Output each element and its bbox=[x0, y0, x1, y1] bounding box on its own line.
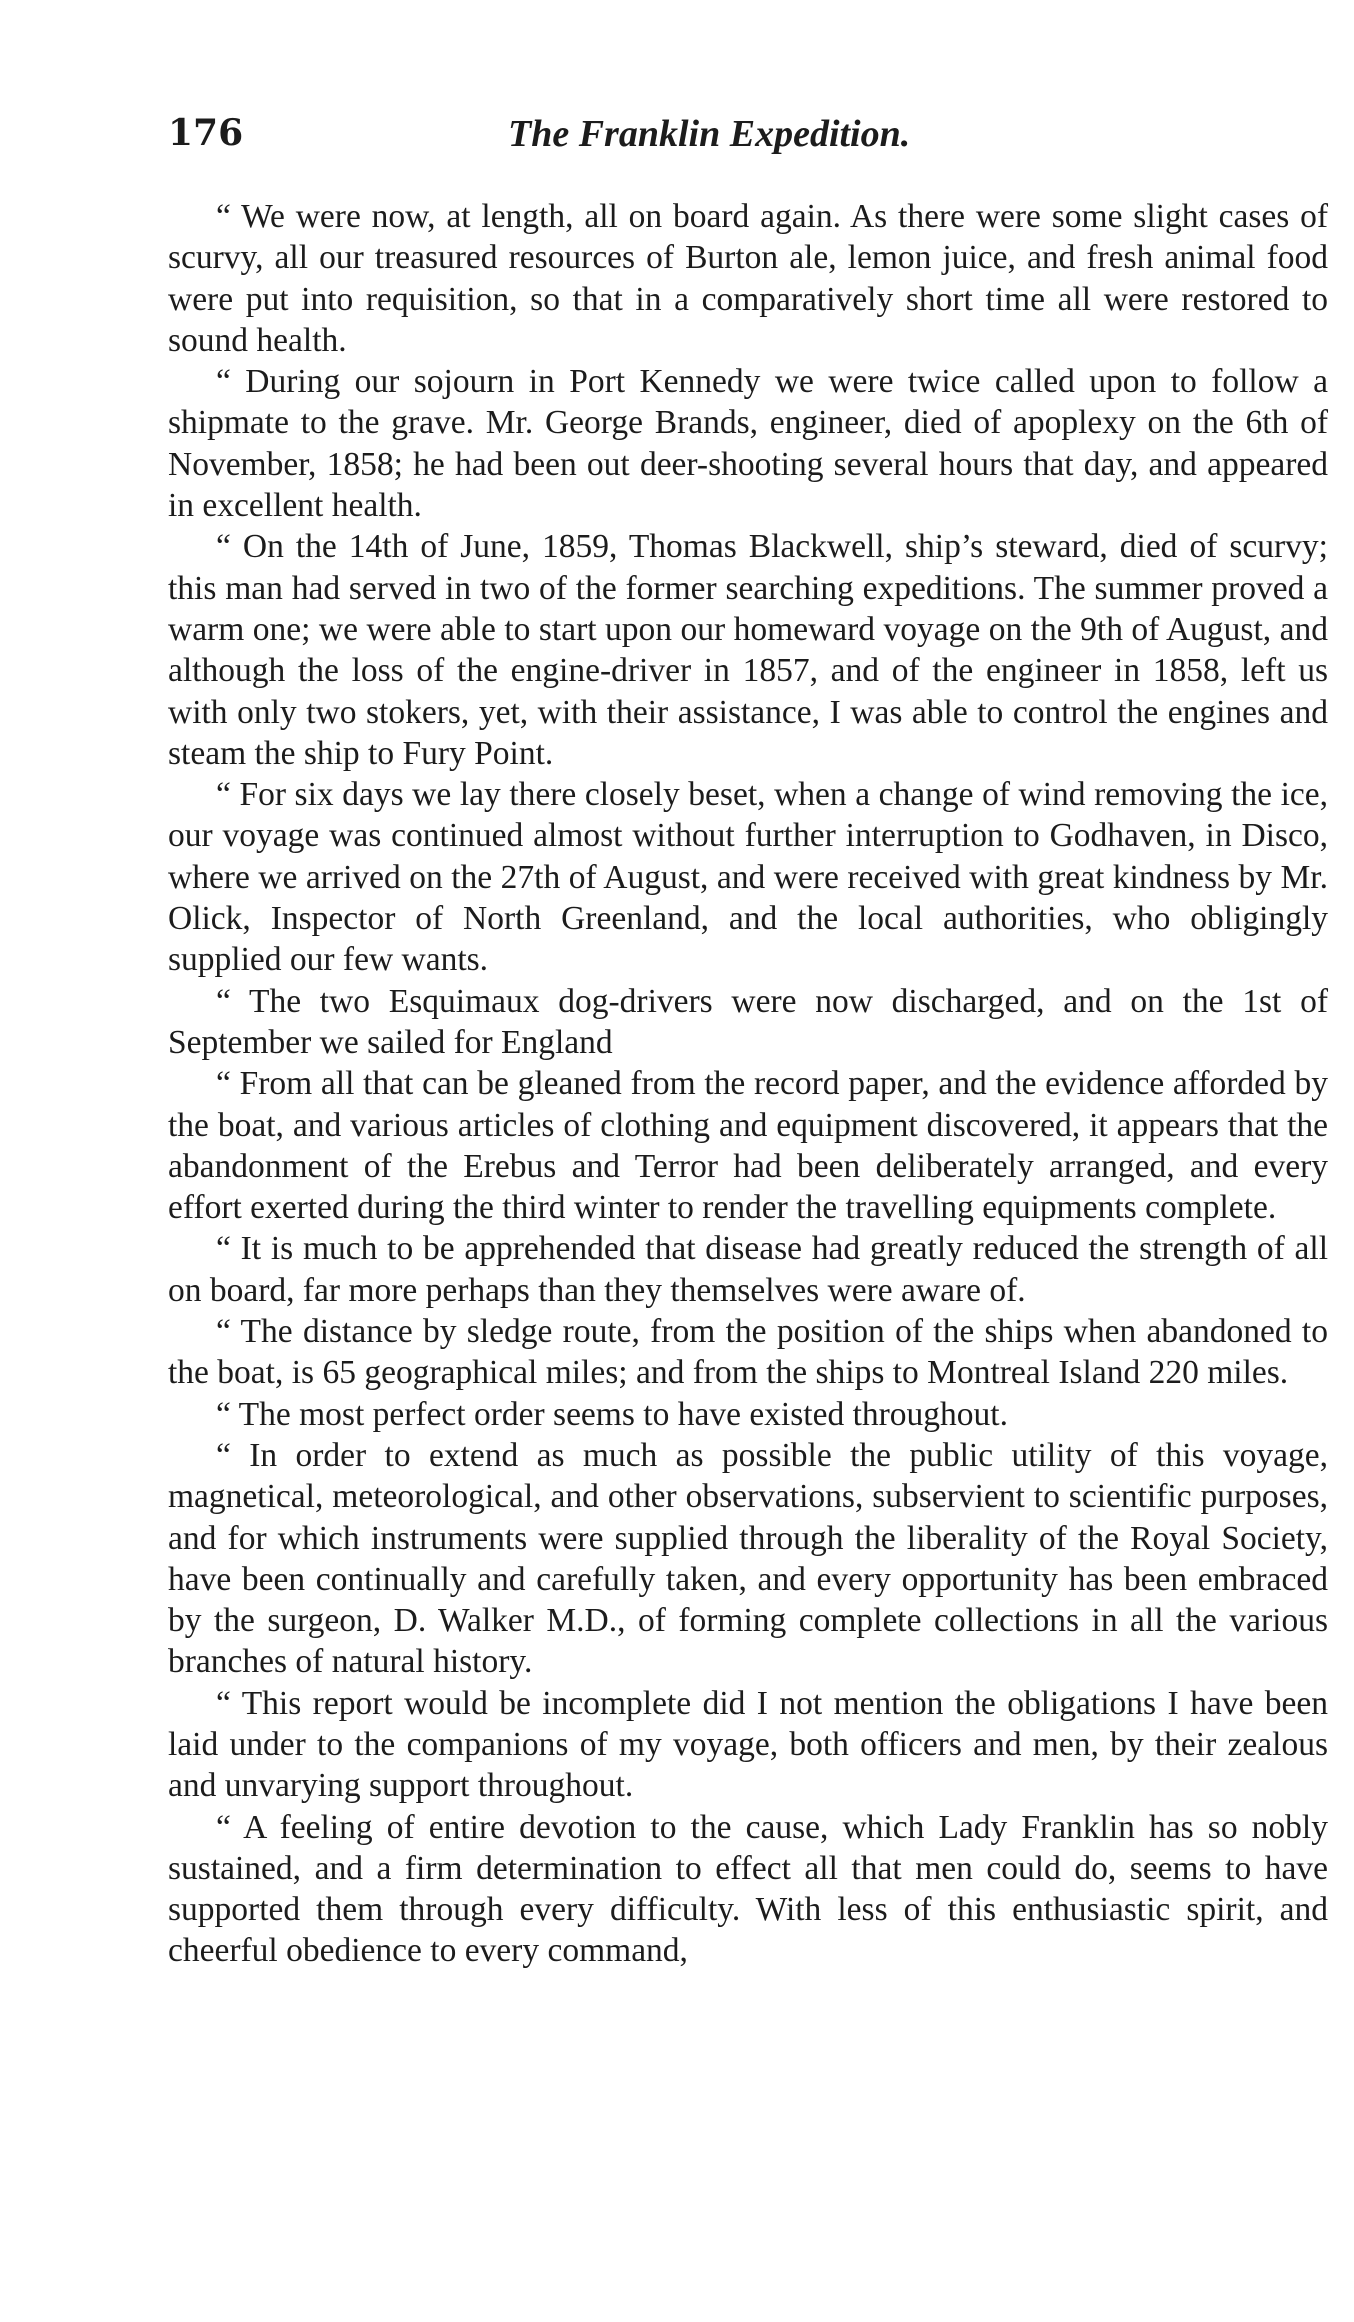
paragraph: “ The distance by sledge route, from the position of the ships when abandoned to the boat, is 65 geographical miles; and from the ships to Montreal Island 220 miles. bbox=[168, 1313, 1328, 1392]
body-text bbox=[168, 196, 1328, 1972]
paragraph: “ It is much to be apprehended that disease had greatly reduced the strength of all on board, far more perhaps than they themselves were aware of. bbox=[168, 1230, 1328, 1309]
paragraph: “ In order to extend as much as possible the public utility of this voyage, magnetical, meteorological, and other observations, subservient to scientific purposes, and for which instruments were supplied through the liberality of the Royal Society, have been continually and carefully taken, and every opportunity has been embraced by the surgeon, D. Walker M.D., of forming complete collections in all the various branches of natural history. bbox=[168, 1436, 1328, 1681]
paragraph: “ From all that can be gleaned from the record paper, and the evidence afforded by the boat, and various articles of clothing and equipment discovered, it appears that the abandonment of the Erebus and Terror had been deliberately arranged, and every effort exerted during the third winter to render the travelling equipments complete. bbox=[168, 1065, 1328, 1227]
running-title: The Franklin Expedition. bbox=[508, 113, 911, 155]
page-number: 176 bbox=[168, 112, 244, 154]
page-header bbox=[168, 112, 1328, 172]
paragraph: “ On the 14th of June, 1859, Thomas Blackwell, ship’s steward, died of scurvy; this man had served in two of the former searching expeditions. The summer proved a warm one; we were able to start upon our homeward voyage on the 9th of August, and although the loss of the engine-driver in 1857, and of the engineer in 1858, left us with only two stokers, yet, with their assistance, I was able to control the engines and steam the ship to Fury Point. bbox=[168, 528, 1328, 772]
paragraph: “ The most perfect order seems to have existed throughout. bbox=[216, 1395, 1008, 1433]
paragraph: “ The two Esquimaux dog-drivers were now discharged, and on the 1st of September we sailed for England bbox=[168, 982, 1328, 1061]
paragraph: “ During our sojourn in Port Kennedy we were twice called upon to follow a shipmate to the grave. Mr. George Brands, engineer, died of apoplexy on the 6th of November, 1858; he had been out deer-shooting several hours that day, and appeared in excellent health. bbox=[168, 363, 1328, 525]
paragraph: “ This report would be incomplete did I not mention the obligations I have been laid under to the companions of my voyage, both officers and men, by their zealous and unvarying support throughout. bbox=[168, 1684, 1328, 1805]
paragraph: “ For six days we lay there closely beset, when a change of wind removing the ice, our voyage was continued almost without further interruption to Godhaven, in Disco, where we arrived on the 27th of August, and were received with great kindness by Mr. Olick, Inspector of North Greenland, and the local authorities, who obligingly supplied our few wants. bbox=[168, 776, 1328, 979]
paragraph: “ A feeling of entire devotion to the cause, which Lady Franklin has so nobly sustained, and a firm determination to effect all that men could do, seems to have supported them through every difficulty. With less of this enthusiastic spirit, and cheerful obedience to every command, bbox=[168, 1808, 1328, 1970]
paragraph: “ We were now, at length, all on board again. As there were some slight cases of scurvy, all our treasured resources of Burton ale, lemon juice, and fresh animal food were put into requisition, so that in a comparatively short time all were restored to sound health. bbox=[168, 198, 1328, 359]
